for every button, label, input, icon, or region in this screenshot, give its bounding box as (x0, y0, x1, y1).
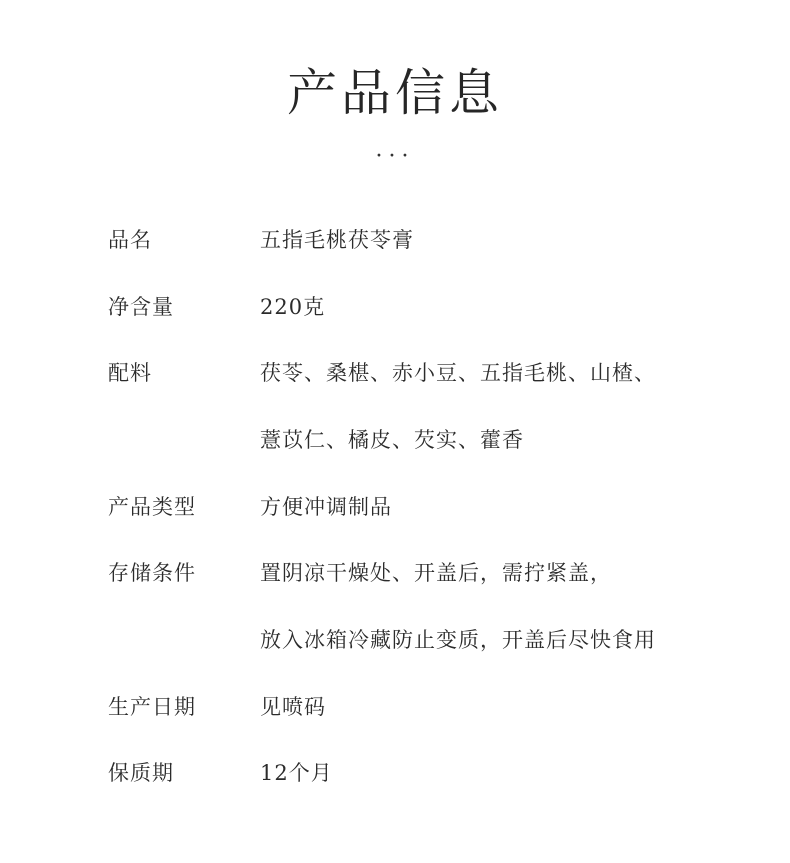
page-title: 产品信息 (287, 64, 503, 122)
row-value-net-content: 220克 (260, 295, 326, 319)
row-value-ingredients-line1: 茯苓、桑椹、赤小豆、五指毛桃、山楂、 (260, 361, 656, 385)
row-label-storage: 存储条件 (108, 561, 196, 585)
title-divider: ··· (375, 144, 415, 169)
row-value-product-type: 方便冲调制品 (260, 495, 392, 519)
row-value-name: 五指毛桃茯苓膏 (260, 228, 414, 252)
row-value-shelf-life: 12个月 (260, 761, 333, 785)
row-value-production-date: 见喷码 (260, 695, 326, 719)
row-value-storage-line1: 置阴凉干燥处、开盖后，需拧紧盖， (260, 561, 612, 585)
row-label-shelf-life: 保质期 (108, 761, 174, 785)
row-label-product-type: 产品类型 (108, 495, 196, 519)
row-value-storage-line2: 放入冰箱冷藏防止变质，开盖后尽快食用 (260, 628, 656, 652)
row-label-name: 品名 (108, 228, 152, 252)
row-label-ingredients: 配料 (108, 361, 152, 385)
row-value-ingredients-line2: 薏苡仁、橘皮、芡实、藿香 (260, 428, 524, 452)
row-label-production-date: 生产日期 (108, 695, 196, 719)
row-label-net-content: 净含量 (108, 295, 174, 319)
